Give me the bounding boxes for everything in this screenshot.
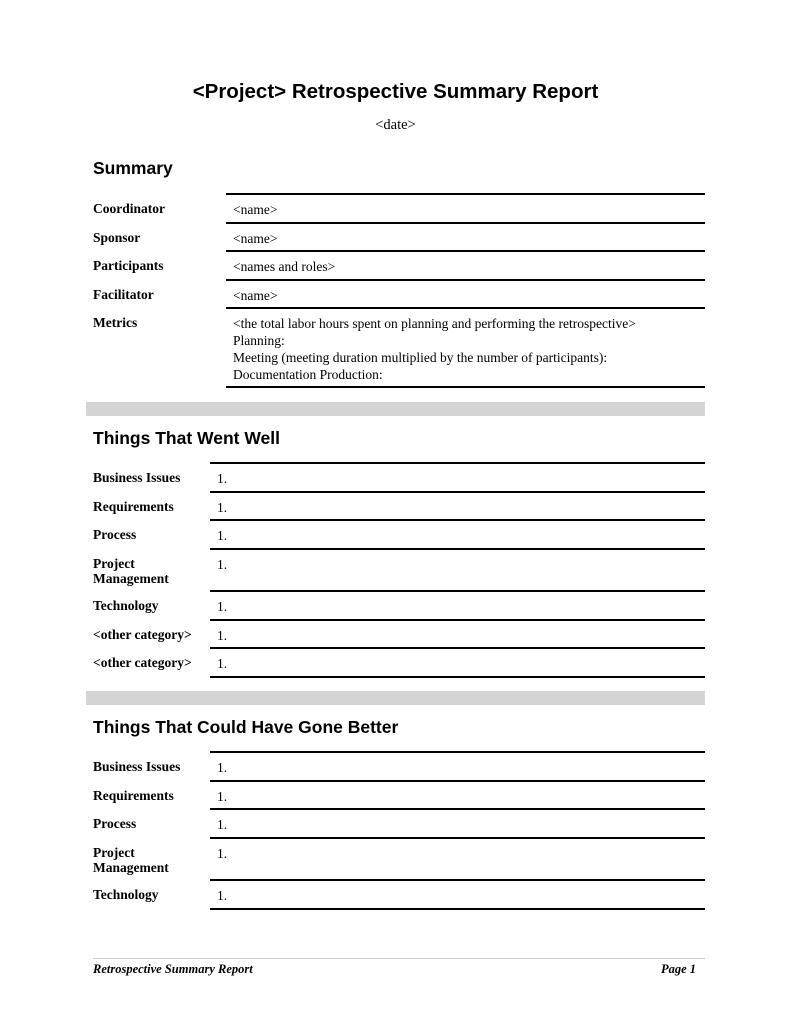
summary-value-cell (226, 222, 705, 250)
row-label: Project Management (93, 845, 169, 875)
metrics-line: Planning: (233, 333, 285, 348)
row-value: 1. (217, 471, 228, 486)
metrics-line: Documentation Production: (233, 367, 383, 382)
went-well-heading: Things That Went Well (93, 428, 280, 448)
summary-table (93, 193, 705, 388)
table-row (93, 462, 705, 491)
row-value-cell (210, 879, 705, 910)
metrics-line: <the total labor hours spent on planning and performing the retrospective> (233, 316, 636, 331)
summary-row-sponsor (93, 222, 705, 250)
table-row (93, 808, 705, 837)
row-label: <other category> (93, 655, 192, 670)
page-number: Page 1 (660, 962, 696, 976)
row-value-cell (210, 548, 705, 590)
summary-value-cell (226, 250, 705, 279)
summary-row-facilitator (93, 279, 705, 307)
summary-row-participants (93, 250, 705, 279)
row-value-cell (210, 808, 705, 837)
table-row (93, 751, 705, 780)
row-value-cell (210, 619, 705, 647)
row-value: 1. (217, 846, 228, 861)
row-value: 1. (217, 528, 228, 543)
section-divider (86, 691, 705, 705)
summary-value: <name> (233, 288, 278, 303)
row-value-cell (210, 462, 705, 491)
row-value-cell (210, 647, 705, 678)
summary-row-coordinator (93, 193, 705, 222)
summary-value-cell (226, 193, 705, 222)
row-value: 1. (217, 656, 228, 671)
row-value: 1. (217, 789, 228, 804)
row-label: Business Issues (93, 759, 181, 774)
row-value-cell (210, 837, 705, 879)
table-row (93, 837, 705, 879)
table-row (93, 491, 705, 519)
table-row (93, 647, 705, 678)
summary-label: Sponsor (93, 230, 141, 245)
summary-value: <name> (233, 202, 278, 217)
summary-value: <names and roles> (233, 259, 336, 274)
section-divider (86, 402, 705, 416)
row-label: Requirements (93, 788, 174, 803)
row-label: Project Management (93, 556, 169, 586)
table-row (93, 519, 705, 548)
row-label: Process (93, 816, 137, 831)
row-label: Requirements (93, 499, 174, 514)
row-value: 1. (217, 599, 228, 614)
footer-title: Retrospective Summary Report (93, 962, 253, 976)
footer-rule (93, 958, 705, 959)
could-be-better-heading: Things That Could Have Gone Better (93, 717, 399, 737)
summary-label: Participants (93, 258, 164, 273)
table-row (93, 548, 705, 590)
row-value-cell (210, 491, 705, 519)
row-value: 1. (217, 557, 228, 572)
summary-row-metrics (93, 307, 705, 388)
document-title: <Project> Retrospective Summary Report (192, 80, 599, 103)
summary-label: Coordinator (93, 201, 165, 216)
row-label: Process (93, 527, 137, 542)
summary-value-cell (226, 279, 705, 307)
row-value-cell (210, 519, 705, 548)
summary-label: Facilitator (93, 287, 154, 302)
row-label: <other category> (93, 627, 192, 642)
summary-value-cell (226, 307, 705, 388)
document-date: <date> (375, 117, 416, 133)
summary-label: Metrics (93, 315, 138, 330)
row-label: Business Issues (93, 470, 181, 485)
table-row (93, 780, 705, 808)
row-value: 1. (217, 628, 228, 643)
went-well-table (93, 462, 705, 678)
row-value-cell (210, 590, 705, 619)
summary-value: <name> (233, 231, 278, 246)
row-value-cell (210, 780, 705, 808)
row-value: 1. (217, 760, 228, 775)
row-value: 1. (217, 817, 228, 832)
row-value: 1. (217, 888, 228, 903)
table-row (93, 619, 705, 647)
row-label: Technology (93, 598, 159, 613)
table-row (93, 879, 705, 910)
table-row (93, 590, 705, 619)
metrics-line: Meeting (meeting duration multiplied by the number of participants): (233, 350, 608, 365)
row-label: Technology (93, 887, 159, 902)
summary-heading: Summary (93, 158, 173, 178)
row-value-cell (210, 751, 705, 780)
row-value: 1. (217, 500, 228, 515)
could-be-better-table (93, 751, 705, 910)
